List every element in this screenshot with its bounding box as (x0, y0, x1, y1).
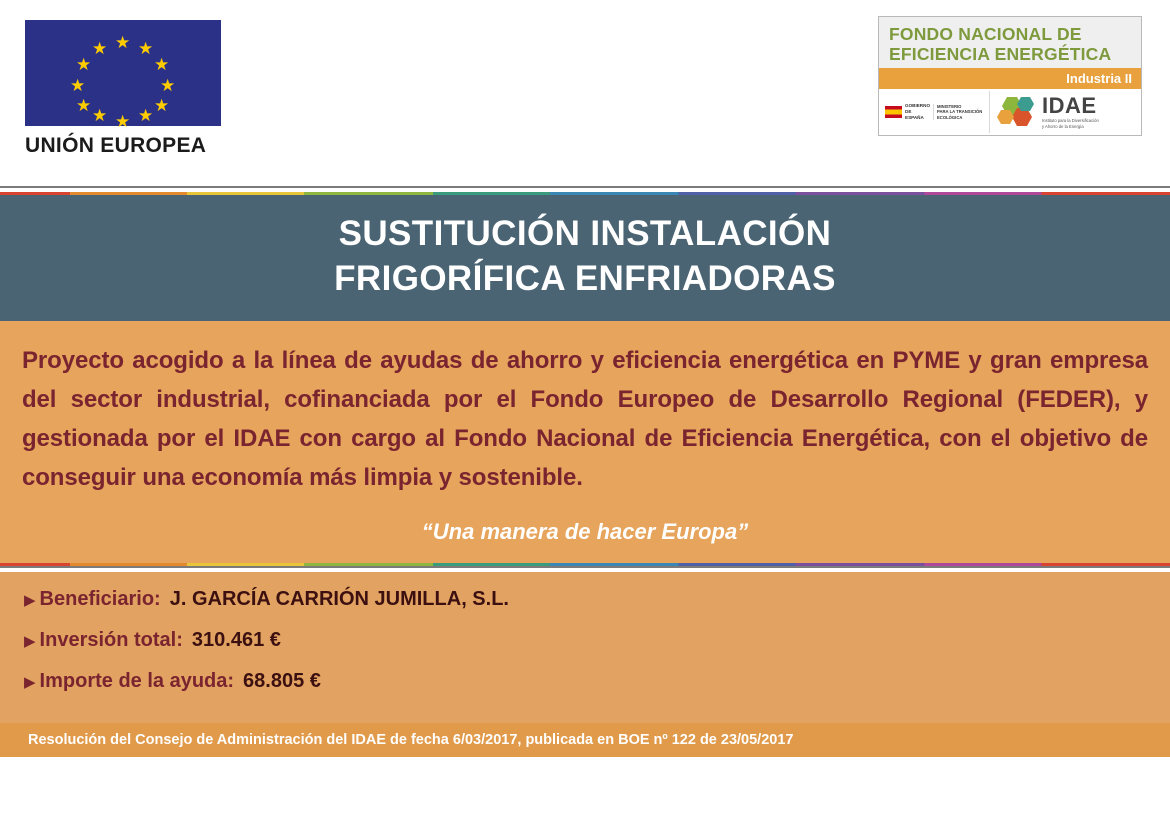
fact-label: Importe de la ayuda: (39, 670, 235, 692)
fact-value: 68.805 € (243, 670, 321, 692)
triangle-right-icon: ▶ (24, 674, 36, 691)
footer-note: Resolución del Consejo de Administración del IDAE de fecha 6/03/2017, publicada en BOE nº 122 de 23/05/2017 (0, 723, 1170, 757)
fact-row (24, 670, 1148, 694)
fact-row (24, 629, 1148, 653)
fact-label: Beneficiario: (39, 588, 161, 610)
bottom-divider (0, 566, 1170, 572)
slogan: “Una manera de hacer Europa” (421, 519, 749, 544)
title-line-1: SUSTITUCIÓN INSTALACIÓN (338, 214, 832, 253)
fnee-title (879, 17, 1141, 68)
fnee-title-line2: EFICIENCIA ENERGÉTICA (889, 44, 1112, 64)
body-band (0, 321, 1170, 563)
eu-logo (25, 20, 221, 158)
title-line-2: FRIGORÍFICA ENFRIADORAS (334, 259, 836, 298)
idae-wordmark: IDAE Instituto para la Diversificación y Ahorro de la Energía (1042, 92, 1099, 129)
triangle-right-icon: ▶ (24, 633, 36, 650)
fact-value: 310.461 € (191, 629, 281, 651)
spain-flag-icon (885, 106, 902, 118)
top-divider (0, 186, 1170, 192)
idae-logo-block (878, 16, 1142, 136)
title-band (0, 195, 1170, 321)
divider-grey-line (0, 186, 1170, 188)
fact-label: Inversión total: (39, 629, 183, 651)
institutional-logos (879, 89, 1141, 135)
body-paragraph: Proyecto acogido a la línea de ayudas de ahorro y eficiencia energética en PYME y gran empresa del sector industrial, cofinanciada por el Fondo Europeo de Desarrollo Regional (FEDER), y gestionada por el IDAE con cargo al Fondo Nacional de Eficiencia Energética, con el objetivo de conseguir una economía más limpia y sostenible. (22, 347, 1148, 491)
ministerio-text: MINISTERIO PARA LA TRANSICIÓN ECOLÓGICA (933, 104, 989, 121)
divider-grey-line-bottom (0, 566, 1170, 568)
eu-flag-icon: ★ ★ ★ ★ ★ ★ ★ ★ ★ ★ ★ ★ (25, 20, 221, 126)
fnee-title-line1: FONDO NACIONAL DE (889, 24, 1082, 44)
idae-hex-icon (997, 95, 1037, 129)
program-badge: Industria II (879, 68, 1141, 89)
fact-value: J. GARCÍA CARRIÓN JUMILLA, S.L. (169, 588, 509, 610)
facts-band (0, 572, 1170, 723)
gobierno-de-espana-logo (882, 91, 990, 133)
eu-label: UNIÓN EUROPEA (25, 134, 207, 157)
gobierno-text: GOBIERNO DE ESPAÑA (905, 103, 931, 120)
fact-row (24, 588, 1148, 612)
header (0, 0, 1170, 186)
triangle-right-icon: ▶ (24, 592, 36, 609)
idae-logo (990, 92, 1099, 130)
